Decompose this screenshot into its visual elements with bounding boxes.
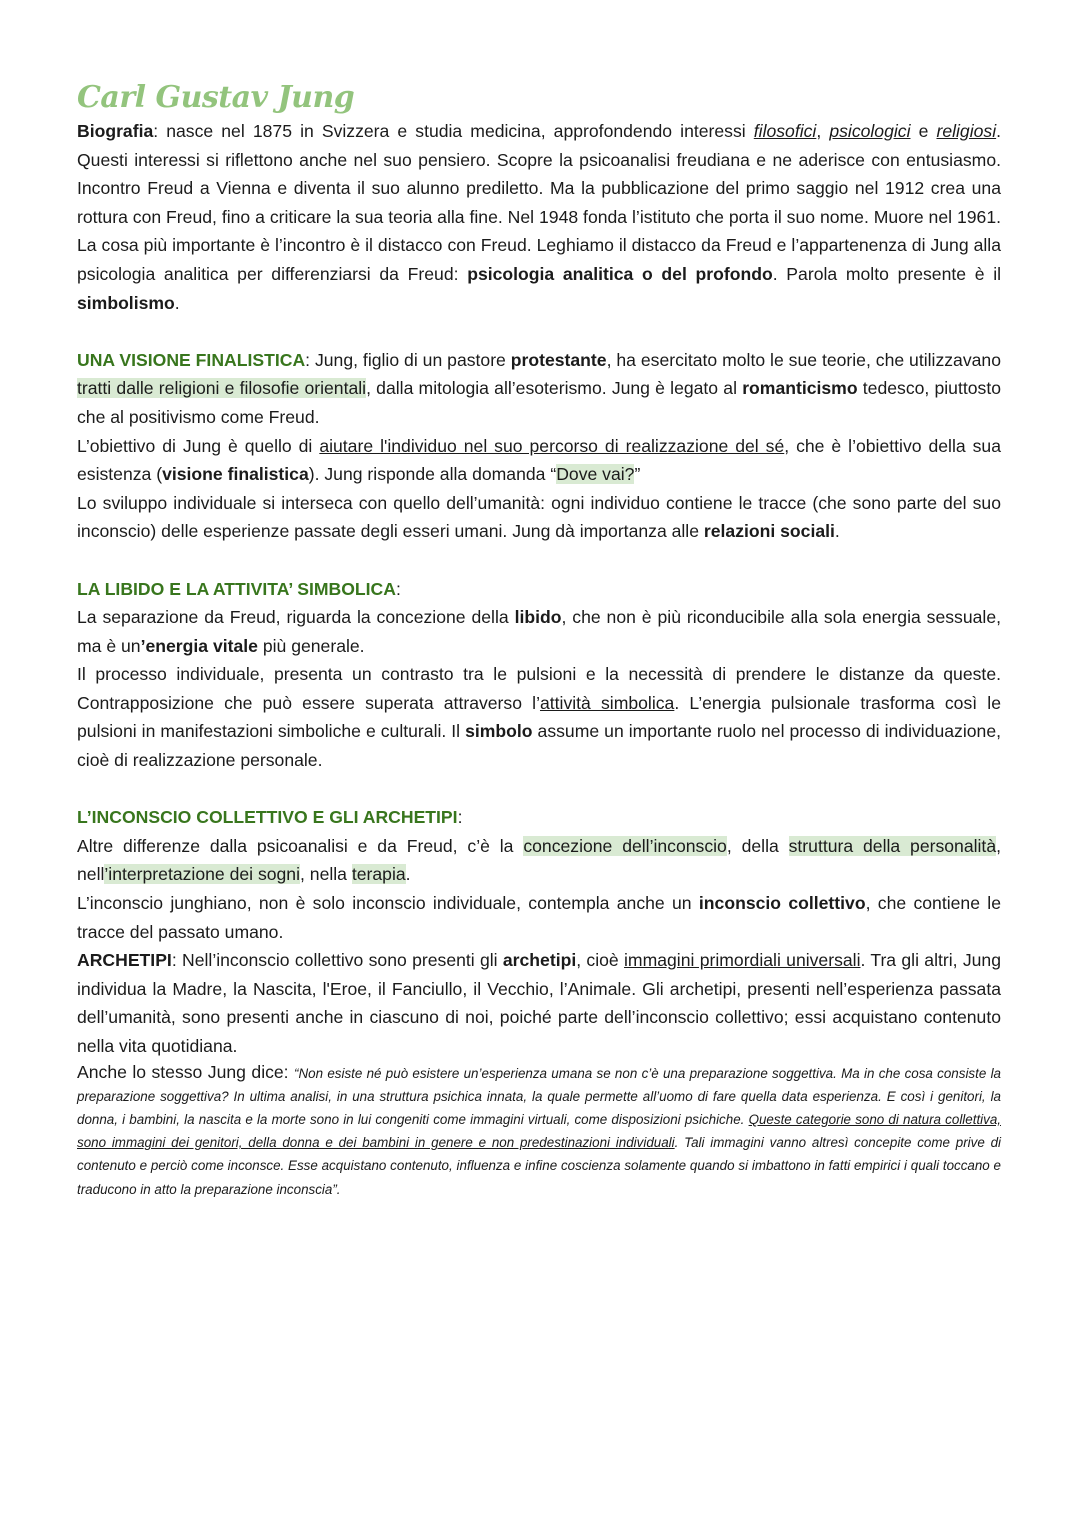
highlight: struttura della personalità: [788, 835, 997, 856]
highlight: terapia: [351, 864, 406, 885]
visione-paragraph-1: UNA VISIONE FINALISTICA: Jung, figlio di un pastore protestante, ha esercitato molto le sue teorie, che utilizzavano tratti dalle religioni e filosofie orientali, dalla mitologia all’esoterismo. Jung è legato al romanticismo tedesco, piuttosto che al positivismo come Freud.: [77, 349, 1002, 427]
document-page: [77, 80, 1001, 1201]
section-heading-visione: UNA VISIONE FINALISTICA: [77, 349, 306, 370]
inconscio-paragraph-1: Altre differenze dalla psicoanalisi e da Freud, c’è la concezione dell’inconscio, della struttura della personalità, nell’interpretazione dei sogni, nella terapia.: [77, 835, 1002, 885]
libido-paragraph-2: Il processo individuale, presenta un contrasto tra le pulsioni e la necessità di prendere le distanze da queste. Contrapposizione che può essere superata attraverso l’attività simbolica. L’energia pulsionale trasforma così le pulsioni in manifestazioni simboliche e culturali. Il simbolo assume un importante ruolo nel processo di individuazione, cioè di realizzazione personale.: [77, 664, 1001, 771]
section-heading-libido: LA LIBIDO E LA ATTIVITA’ SIMBOLICA: [77, 578, 396, 599]
archetipi-paragraph: ARCHETIPI: Nell’inconscio collettivo sono presenti gli archetipi, cioè immagini primordiali universali. Tra gli altri, Jung individua la Madre, la Nascita, l'Eroe, il Fanciullo, il Vecchio, l’Animale. Gli archetipi, presenti nell’esperienza passata dell’umanità, sono presenti anche in ciascuno di noi, poiché parte dell’inconscio collettivo; essi acquistano contenuto nella vita quotidiana.: [77, 950, 1001, 1056]
libido-heading-line: LA LIBIDO E LA ATTIVITA’ SIMBOLICA:: [77, 578, 401, 599]
spacer: [77, 317, 1001, 346]
jung-quote-paragraph: Anche lo stesso Jung dice: “Non esiste né può esistere un’esperienza umana se non c’è una preparazione soggettiva. Ma in che cosa consiste la preparazione soggettiva? In ultima analisi, in una struttura psichica innata, la quale permette all’uomo di fare quella data esperienza. E così i genitori, la donna, i bambini, la nascita e la morte sono in lui congeniti come immagini virtuali, come disposizioni psichiche. Queste categorie sono di natura collettiva, sono immagini dei genitori, della donna e dei bambini in genere e non predestinazioni individuali. Tali immagini vanno altresì concepite come prive di contenuto e perciò come inconsce. Esse acquistano contenuto, influenza e infine coscienza solamente quando si imbattono in fatti empirici i quali toccano e traducono in atto la preparazione inconscia”.: [77, 1061, 1001, 1197]
biography-paragraph: Biografia: nasce nel 1875 in Svizzera e studia medicina, approfondendo interessi filosofici, psicologici e religiosi. Questi interessi si riflettono anche nel suo pensiero. Scopre la psicoanalisi freudiana e ne aderisce con entusiasmo. Incontro Freud a Vienna e diventa il suo alunno prediletto. Ma la pubblicazione del primo saggio nel 1912 crea una rottura con Freud, fino a criticare la sua teoria alla fine. Nel 1948 fonda l’istituto che porta il suo nome. Muore nel 1961. La cosa più importante è l’incontro è il distacco con Freud. Leghiamo il distacco da Freud e l’appartenenza di Jung alla psicologia analitica per differenziarsi da Freud: psicologia analitica o del profondo. Parola molto presente è il simbolismo.: [77, 121, 1002, 313]
highlight: ’interpretazione dei sogni: [104, 864, 301, 885]
page-title: Carl Gustav Jung: [77, 80, 355, 115]
highlight: Dove vai?: [556, 464, 635, 485]
spacer: [77, 546, 1001, 575]
visione-paragraph-3: Lo sviluppo individuale si interseca con quello dell’umanità: ogni individuo contiene le tracce (che sono parte del suo inconscio) delle esperienze passate degli esseri umani. Jung dà importanza alle relazioni sociali.: [77, 492, 1001, 542]
highlight: tratti dalle religioni e filosofie orientali: [77, 378, 367, 399]
inconscio-paragraph-2: L’inconscio junghiano, non è solo inconscio individuale, contempla anche un inconscio collettivo, che contiene le tracce del passato umano.: [77, 893, 1001, 942]
inconscio-heading-line: L’INCONSCIO COLLETTIVO E GLI ARCHETIPI:: [77, 807, 463, 828]
highlight: concezione dell’inconscio: [523, 835, 727, 856]
biography-label: Biografia: [77, 121, 154, 141]
visione-paragraph-2: L’obiettivo di Jung è quello di aiutare l'individuo nel suo percorso di realizzazione del sé, che è l’obiettivo della sua esistenza (visione finalistica). Jung risponde alla domanda “Dove vai?”: [77, 435, 1001, 485]
libido-paragraph-1: La separazione da Freud, riguarda la concezione della libido, che non è più riconducibile alla sola energia sessuale, ma è un’energia vitale più generale.: [77, 607, 1002, 656]
section-heading-inconscio: L’INCONSCIO COLLETTIVO E GLI ARCHETIPI: [77, 807, 458, 828]
spacer: [77, 775, 1001, 804]
